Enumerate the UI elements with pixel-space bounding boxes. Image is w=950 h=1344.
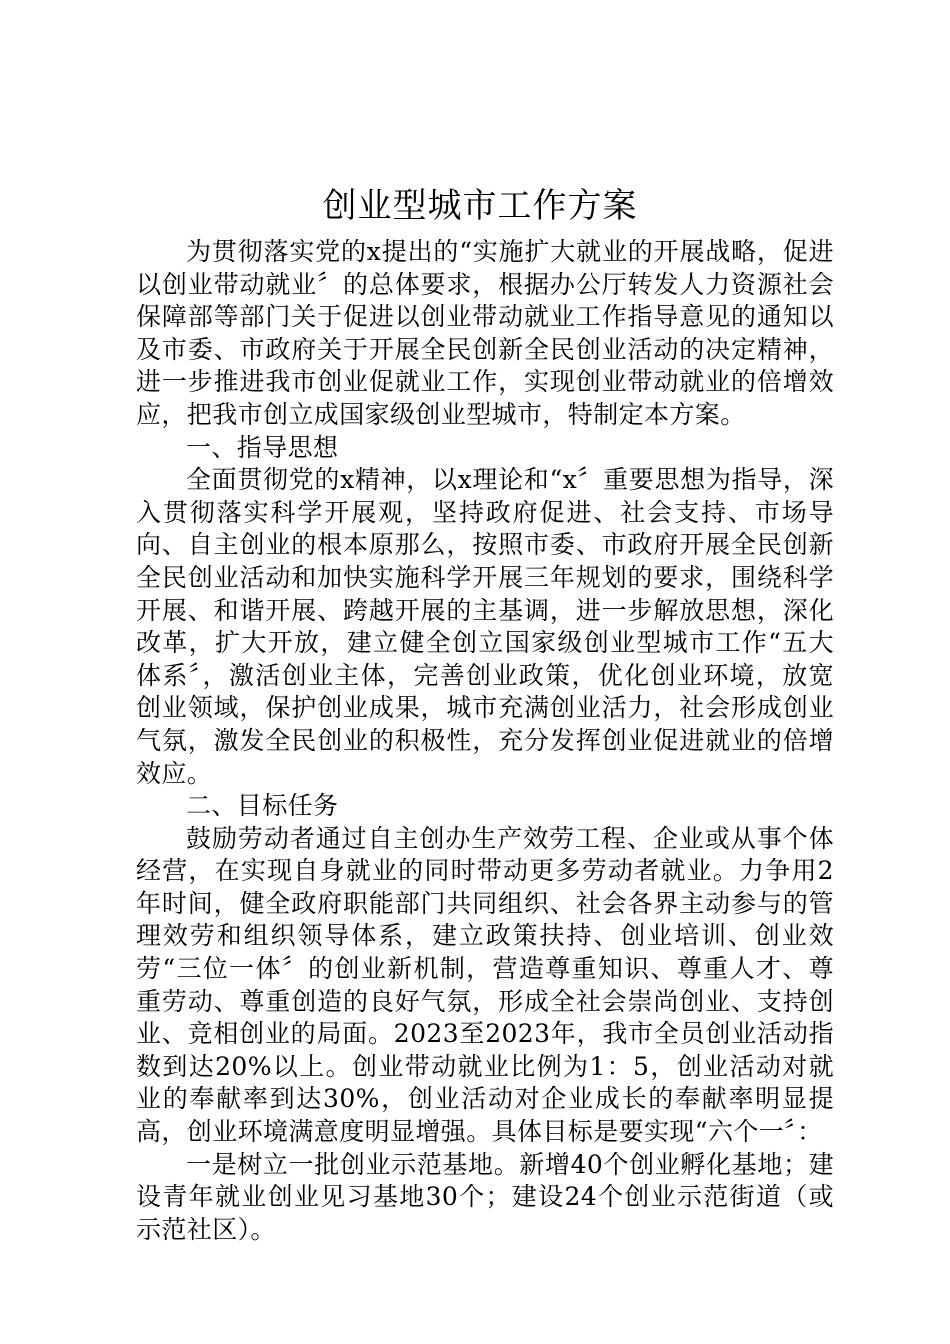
section-paragraph-guiding-ideology: 全面贯彻党的x精神，以x理论和“x〞重要思想为指导，深入贯彻落实科学开展观，坚持政府促进、社会支持、市场导向、自主创业的根本原那么，按照市委、市政府开展全民创新全民创业活动和加快实施科学开展三年规划的要求，围绕科学开展、和谐开展、跨越开展的主基调，进一步解放思想，深化改革，扩大开放，建立健全创立国家级创业型城市工作“五大体系〞，激活创业主体，完善创业政策，优化创业环境，放宽创业领域，保护创业成果，城市充满创业活力，社会形成创业气氛，激发全民创业的积极性，充分发挥创业促进就业的倍增效应。 <box>136 465 834 788</box>
document-body <box>136 236 834 1246</box>
intro-paragraph: 为贯彻落实党的x提出的“实施扩大就业的开展战略，促进以创业带动就业〞的总体要求，根据办公厅转发人力资源社会保障部等部门关于促进以创业带动就业工作指导意见的通知以及市委、市政府关于开展全民创新全民创业活动的决定精神，进一步推进我市创业促就业工作，实现创业带动就业的倍增效应，把我市创立成国家级创业型城市，特制定本方案。 <box>136 237 834 429</box>
section-heading-goals: 二、目标任务 <box>186 791 339 821</box>
document-title: 创业型城市工作方案 <box>322 186 638 226</box>
section-paragraph-goals: 鼓励劳动者通过自主创办生产效劳工程、企业或从事个体经营，在实现自身就业的同时带动更多劳动者就业。力争用2年时间，健全政府职能部门共同组织、社会各界主动参与的管理效劳和组织领导体系，建立政策扶持、创业培训、创业效劳“三位一体〞的创业新机制，营造尊重知识、尊重人才、尊重劳动、尊重创造的良好气氛，形成全社会崇尚创业、支持创业、竞相创业的局面。2023至2023年，我市全员创业活动指数到达20%以上。创业带动就业比例为1：5，创业活动对就业的奉献率到达30%，创业活动对企业成长的奉献率明显提高，创业环境满意度明显增强。具体目标是要实现“六个一〞： <box>136 823 834 1147</box>
section-heading-guiding-ideology: 一、指导思想 <box>186 432 339 462</box>
section-paragraph-demo-bases: 一是树立一批创业示范基地。新增40个创业孵化基地；建设青年就业创业见习基地30个；建设24个创业示范街道（或示范社区）。 <box>136 1149 834 1244</box>
